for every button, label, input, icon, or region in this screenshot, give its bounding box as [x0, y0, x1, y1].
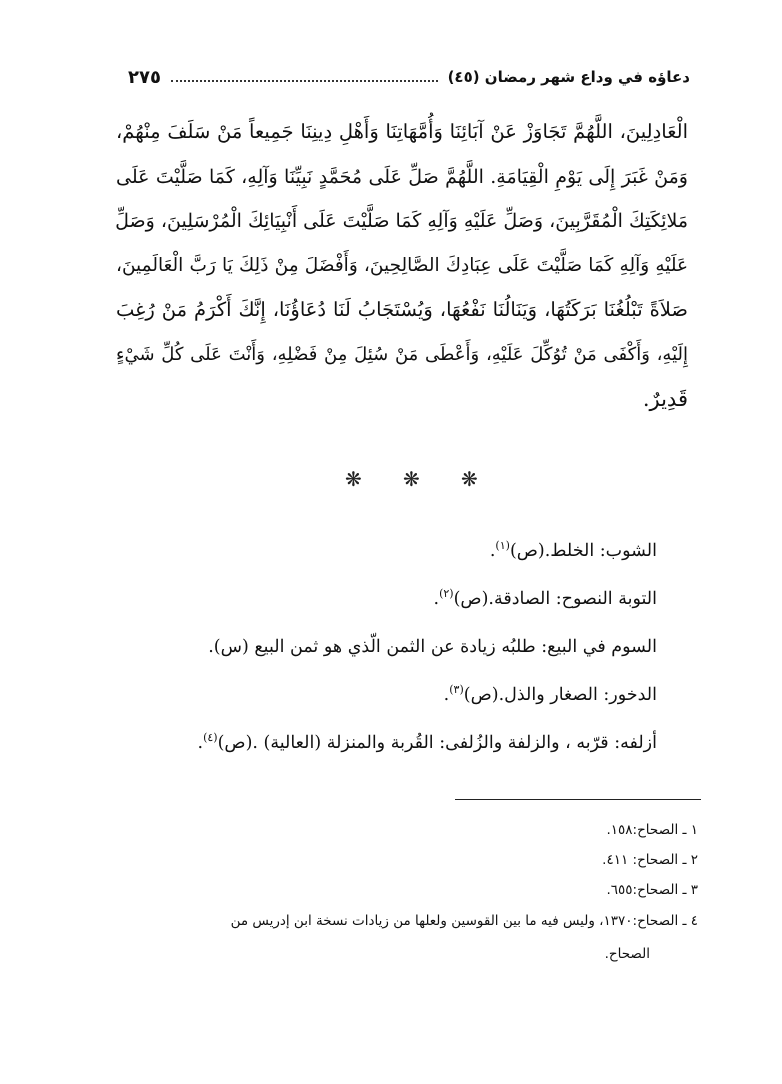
footnote-marker: (١)	[495, 539, 510, 553]
glossary-text: الدخور: الصغار والذل.(ص)	[463, 685, 657, 705]
prayer-line: صَلاَةً تَبْلُغُنَا بَرَكَتُهَا، وَيَنَالُنَا نَفْعُهَا، وَيُسْتَجَابُ لَنَا دُعَاؤُنَا، إِنَّكَ أَكْرَمُ مَنْ رُغِبَ	[116, 298, 688, 321]
header-dotted-leader	[171, 80, 438, 82]
glossary	[97, 527, 657, 767]
header-title: دعاؤه في وداع شهر رمضان (٤٥)	[447, 68, 690, 86]
footnote-line: ٤ ـ الصحاح:١٣٧٠، وليس فيه ما بين القوسين ولعلها من زيادات نسخة ابن إدريس من	[230, 913, 698, 929]
footnote: ٣ ـ الصحاح:٦٥٥.	[606, 882, 698, 898]
prayer-line: عَلَيْهِ وَآلِهِ كَمَا صَلَّيْتَ عَلَى عِبَادِكَ الصَّالِحِينَ، وَأَفْضَلَ مِنْ ذَلِكَ يَا رَبَّ الْعَالَمِينَ،	[116, 254, 688, 276]
glossary-end: .	[489, 541, 496, 561]
footnote-marker: (٢)	[439, 587, 454, 601]
prayer-line: وَمَنْ غَبَرَ إِلَى يَوْمِ الْقِيَامَةِ. اللَّهُمَّ صَلِّ عَلَى مُحَمَّدٍ نَبِيِّنَا وَآلِهِ، كَمَا صَلَّيْتَ عَلَى	[116, 165, 688, 188]
glossary-entry	[97, 623, 657, 671]
page-number: ٢٧٥	[128, 66, 161, 88]
glossary-entry	[97, 575, 657, 623]
glossary-text: أزلفه: قرّبه ، والزلفة والزُلفى: القُربة والمنزلة (العالية) .(ص)	[217, 733, 657, 753]
glossary-entry	[97, 671, 657, 719]
glossary-entry	[97, 527, 657, 575]
prayer-line: إِلَيْهِ، وَأَكْفَى مَنْ تُوُكِّلَ عَلَيْهِ، وَأَعْطَى مَنْ سُئِلَ مِنْ فَضْلِهِ، وَأَنْتَ عَلَى كُلِّ شَيْءٍ	[116, 343, 688, 365]
footnote-marker: (٤)	[203, 731, 218, 745]
footnote-marker: (٣)	[449, 683, 464, 697]
footnote: ٢ ـ الصحاح: ٤١١.	[602, 852, 698, 868]
footnotes	[80, 815, 698, 971]
footnote-line: الصحاح.	[604, 946, 650, 962]
glossary-text: السوم في البيع: طلبُه زيادة عن الثمن الّذي هو ثمن البيع (س).	[208, 637, 657, 657]
running-header	[128, 62, 690, 92]
prayer-line: الْعَادِلِينَ، اللَّهُمَّ تَجَاوَزْ عَنْ آبَائِنَا وَأُمَّهَاتِنَا وَأَهْلِ دِينِنَا جَمِيعاً مَنْ سَلَفَ مِنْهُمْ،	[116, 120, 688, 143]
glossary-entry	[97, 719, 657, 767]
glossary-text: الشوب: الخلط.(ص)	[509, 541, 657, 561]
glossary-end: .	[433, 589, 440, 609]
section-separator	[0, 464, 782, 494]
glossary-end: .	[443, 685, 450, 705]
prayer-line: مَلائِكَتِكَ الْمُقَرَّبِينَ، وَصَلِّ عَلَيْهِ وَآلِهِ كَمَا صَلَّيْتَ عَلَى أَنْبِيَائِكَ الْمُرْسَلِينَ، وَصَلِّ	[115, 210, 688, 232]
prayer-text	[116, 110, 688, 422]
separator-star-icon: ❋	[345, 467, 362, 491]
footnote-divider	[455, 799, 701, 800]
separator-star-icon: ❋	[461, 467, 478, 491]
separator-star-icon: ❋	[403, 467, 420, 491]
glossary-text: التوبة النصوح: الصادقة.(ص)	[453, 589, 657, 609]
prayer-line: قَدِيرٌ.	[642, 387, 688, 411]
footnote	[80, 905, 698, 971]
footnote: ١ ـ الصحاح:١٥٨.	[606, 822, 698, 838]
glossary-end: .	[197, 733, 204, 753]
